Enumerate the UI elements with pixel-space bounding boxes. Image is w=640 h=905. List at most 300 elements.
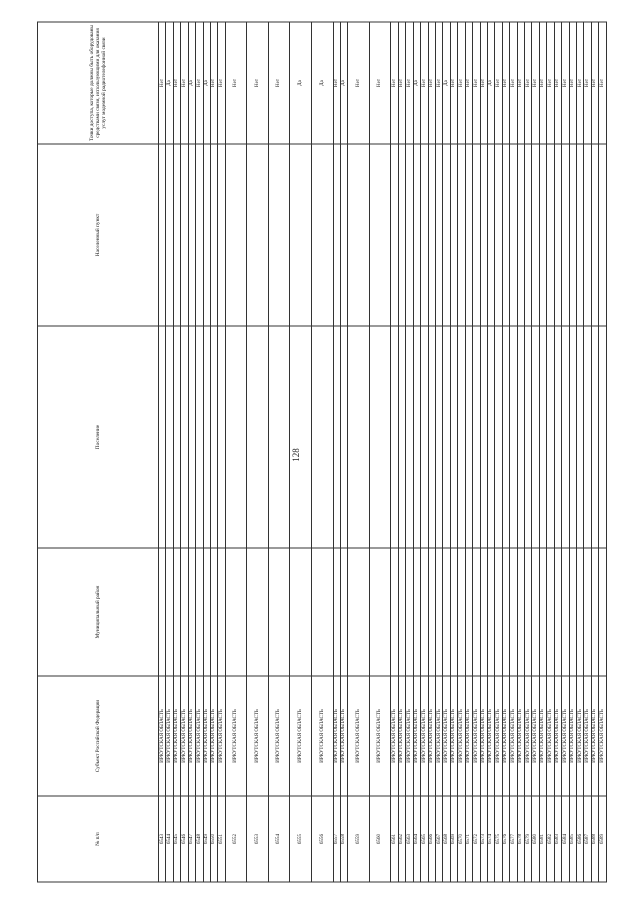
cell-access-points: Нет [428,22,435,144]
cell-municipality [577,548,584,676]
cell-settlement [369,326,391,548]
cell-num: 6579 [525,796,532,882]
table-row [268,22,290,882]
cell-locality [311,144,333,326]
cell-access-points: Нет [268,22,290,144]
cell-municipality [591,548,598,676]
cell-municipality [159,548,166,676]
cell-subject: ИРКУТСКАЯ ОБЛАСТЬ [517,676,524,796]
cell-municipality [525,548,532,676]
cell-num: 6546 [181,796,188,882]
cell-subject: ИРКУТСКАЯ ОБЛАСТЬ [181,676,188,796]
cell-settlement [532,326,539,548]
cell-municipality [398,548,405,676]
cell-locality [391,144,398,326]
cell-locality [181,144,188,326]
cell-access-points: Нет [502,22,509,144]
cell-num: 6580 [532,796,539,882]
cell-subject: ИРКУТСКАЯ ОБЛАСТЬ [525,676,532,796]
table-row [166,22,173,882]
cell-subject: ИРКУТСКАЯ ОБЛАСТЬ [458,676,465,796]
cell-settlement [413,326,420,548]
cell-settlement [443,326,450,548]
cell-num: 6557 [333,796,340,882]
cell-settlement [547,326,554,548]
cell-subject: ИРКУТСКАЯ ОБЛАСТЬ [406,676,413,796]
cell-locality [436,144,443,326]
cell-num: 6547 [188,796,195,882]
table-row [311,22,333,882]
cell-access-points: Нет [554,22,561,144]
cell-subject: ИРКУТСКАЯ ОБЛАСТЬ [577,676,584,796]
cell-municipality [569,548,576,676]
cell-municipality [225,548,247,676]
cell-locality [502,144,509,326]
cell-locality [487,144,494,326]
cell-access-points: Нет [532,22,539,144]
cell-settlement [510,326,517,548]
cell-num: 6548 [196,796,203,882]
cell-num: 6577 [510,796,517,882]
cell-municipality [247,548,269,676]
cell-municipality [532,548,539,676]
cell-locality [428,144,435,326]
cell-settlement [517,326,524,548]
cell-municipality [554,548,561,676]
cell-municipality [203,548,210,676]
cell-settlement [480,326,487,548]
table-row [421,22,428,882]
cell-municipality [181,548,188,676]
table-row [517,22,524,882]
cell-settlement [591,326,598,548]
cell-num: 6545 [173,796,180,882]
cell-num: 6561 [391,796,398,882]
cell-municipality [473,548,480,676]
cell-locality [569,144,576,326]
table-row [569,22,576,882]
cell-subject: ИРКУТСКАЯ ОБЛАСТЬ [502,676,509,796]
cell-num: 6587 [584,796,591,882]
cell-municipality [584,548,591,676]
cell-settlement [584,326,591,548]
cell-locality [413,144,420,326]
cell-subject: ИРКУТСКАЯ ОБЛАСТЬ [510,676,517,796]
cell-access-points: Да [443,22,450,144]
cell-subject: ИРКУТСКАЯ ОБЛАСТЬ [159,676,166,796]
table-row [487,22,494,882]
table-row [599,22,607,882]
table-row [502,22,509,882]
table-row [510,22,517,882]
table-row [591,22,598,882]
table-row [210,22,217,882]
cell-municipality [188,548,195,676]
cell-locality [196,144,203,326]
cell-locality [465,144,472,326]
cell-municipality [562,548,569,676]
table-row [225,22,247,882]
cell-subject: ИРКУТСКАЯ ОБЛАСТЬ [348,676,370,796]
cell-locality [532,144,539,326]
cell-municipality [450,548,457,676]
cell-locality [577,144,584,326]
cell-locality [225,144,247,326]
cell-settlement [473,326,480,548]
cell-num: 6581 [539,796,546,882]
cell-settlement [569,326,576,548]
table-row [413,22,420,882]
cell-municipality [333,548,340,676]
cell-locality [166,144,173,326]
cell-num: 6555 [290,796,312,882]
table-row [547,22,554,882]
cell-settlement [181,326,188,548]
cell-locality [547,144,554,326]
cell-access-points: Нет [473,22,480,144]
cell-access-points: Да [188,22,195,144]
cell-municipality [348,548,370,676]
cell-municipality [210,548,217,676]
cell-subject: ИРКУТСКАЯ ОБЛАСТЬ [311,676,333,796]
cell-access-points: Да [487,22,494,144]
cell-access-points: Нет [436,22,443,144]
cell-access-points: Да [166,22,173,144]
cell-subject: ИРКУТСКАЯ ОБЛАСТЬ [290,676,312,796]
cell-settlement [333,326,340,548]
header-settlement: Поселение [38,326,159,548]
cell-municipality [495,548,502,676]
cell-subject: ИРКУТСКАЯ ОБЛАСТЬ [562,676,569,796]
cell-settlement [247,326,269,548]
table-row [348,22,370,882]
cell-settlement [421,326,428,548]
cell-locality [398,144,405,326]
cell-locality [290,144,312,326]
cell-municipality [268,548,290,676]
cell-subject: ИРКУТСКАЯ ОБЛАСТЬ [473,676,480,796]
cell-locality [450,144,457,326]
cell-access-points: Нет [458,22,465,144]
cell-access-points: Нет [218,22,225,144]
cell-access-points: Нет [159,22,166,144]
cell-municipality [413,548,420,676]
cell-num: 6556 [311,796,333,882]
cell-locality [406,144,413,326]
cell-subject: ИРКУТСКАЯ ОБЛАСТЬ [495,676,502,796]
cell-num: 6560 [369,796,391,882]
cell-num: 6588 [591,796,598,882]
table-row [196,22,203,882]
cell-access-points: Да [203,22,210,144]
cell-municipality [443,548,450,676]
cell-access-points: Нет [517,22,524,144]
table-row [480,22,487,882]
header-access-points: Точки доступа, которые должны быть оборудованы средствами связи, использующими для оказания услуг модемной радиотелефонной связи [38,22,159,144]
table-row [577,22,584,882]
table-row [428,22,435,882]
table-row [333,22,340,882]
cell-num: 6544 [166,796,173,882]
table-row [584,22,591,882]
cell-access-points: Нет [577,22,584,144]
cell-subject: ИРКУТСКАЯ ОБЛАСТЬ [398,676,405,796]
table-row [450,22,457,882]
cell-municipality [599,548,607,676]
cell-locality [458,144,465,326]
cell-access-points: Да [413,22,420,144]
cell-municipality [196,548,203,676]
cell-subject: ИРКУТСКАЯ ОБЛАСТЬ [584,676,591,796]
cell-municipality [406,548,413,676]
table-row [340,22,347,882]
cell-num: 6550 [210,796,217,882]
cell-num: 6570 [458,796,465,882]
cell-access-points: Нет [465,22,472,144]
cell-settlement [554,326,561,548]
cell-municipality [391,548,398,676]
table-row [391,22,398,882]
cell-municipality [480,548,487,676]
cell-municipality [539,548,546,676]
cell-locality [369,144,391,326]
cell-num: 6573 [480,796,487,882]
cell-locality [443,144,450,326]
cell-locality [517,144,524,326]
cell-municipality [290,548,312,676]
cell-access-points: Нет [547,22,554,144]
cell-num: 6583 [554,796,561,882]
cell-num: 6565 [421,796,428,882]
cell-subject: ИРКУТСКАЯ ОБЛАСТЬ [428,676,435,796]
cell-locality [348,144,370,326]
cell-num: 6559 [348,796,370,882]
cell-settlement [450,326,457,548]
cell-num: 6576 [502,796,509,882]
cell-access-points: Нет [391,22,398,144]
cell-municipality [166,548,173,676]
cell-municipality [510,548,517,676]
cell-municipality [502,548,509,676]
cell-locality [510,144,517,326]
table-row [458,22,465,882]
table-row [218,22,225,882]
table-row [159,22,166,882]
cell-settlement [502,326,509,548]
cell-num: 6553 [247,796,269,882]
cell-settlement [562,326,569,548]
cell-num: 6572 [473,796,480,882]
cell-locality [495,144,502,326]
cell-settlement [428,326,435,548]
cell-access-points: Нет [398,22,405,144]
cell-access-points: Да [340,22,347,144]
cell-num: 6571 [465,796,472,882]
cell-num: 6563 [406,796,413,882]
cell-settlement [290,326,312,548]
cell-locality [525,144,532,326]
cell-locality [268,144,290,326]
cell-municipality [311,548,333,676]
cell-subject: ИРКУТСКАЯ ОБЛАСТЬ [340,676,347,796]
cell-locality [218,144,225,326]
cell-subject: ИРКУТСКАЯ ОБЛАСТЬ [532,676,539,796]
cell-subject: ИРКУТСКАЯ ОБЛАСТЬ [480,676,487,796]
cell-settlement [210,326,217,548]
cell-settlement [196,326,203,548]
settlements-table [37,22,607,883]
cell-subject: ИРКУТСКАЯ ОБЛАСТЬ [443,676,450,796]
cell-settlement [391,326,398,548]
cell-subject: ИРКУТСКАЯ ОБЛАСТЬ [413,676,420,796]
table-row [562,22,569,882]
table-row [203,22,210,882]
table-row [247,22,269,882]
cell-num: 6558 [340,796,347,882]
table-row [173,22,180,882]
cell-access-points: Нет [247,22,269,144]
cell-settlement [159,326,166,548]
cell-locality [210,144,217,326]
cell-subject: ИРКУТСКАЯ ОБЛАСТЬ [196,676,203,796]
table-row [532,22,539,882]
cell-subject: ИРКУТСКАЯ ОБЛАСТЬ [268,676,290,796]
table-row [495,22,502,882]
cell-municipality [340,548,347,676]
cell-num: 6554 [268,796,290,882]
cell-settlement [166,326,173,548]
cell-settlement [577,326,584,548]
cell-access-points: Нет [495,22,502,144]
table-header-row [38,22,159,882]
cell-settlement [525,326,532,548]
cell-settlement [173,326,180,548]
cell-subject: ИРКУТСКАЯ ОБЛАСТЬ [599,676,607,796]
header-subject: Субъект Российской Федерации [38,676,159,796]
cell-num: 6574 [487,796,494,882]
cell-locality [203,144,210,326]
cell-access-points: Нет [510,22,517,144]
cell-locality [340,144,347,326]
cell-settlement [458,326,465,548]
cell-num: 6552 [225,796,247,882]
cell-settlement [188,326,195,548]
cell-subject: ИРКУТСКАЯ ОБЛАСТЬ [333,676,340,796]
cell-num: 6586 [577,796,584,882]
cell-num: 6569 [450,796,457,882]
cell-access-points: Нет [181,22,188,144]
cell-num: 6543 [159,796,166,882]
cell-access-points: Нет [348,22,370,144]
cell-access-points: Нет [591,22,598,144]
cell-num: 6578 [517,796,524,882]
cell-num: 6585 [569,796,576,882]
table-row [398,22,405,882]
cell-municipality [436,548,443,676]
cell-num: 6551 [218,796,225,882]
table-body [159,22,607,882]
cell-subject: ИРКУТСКАЯ ОБЛАСТЬ [554,676,561,796]
table-row [369,22,391,882]
cell-subject: ИРКУТСКАЯ ОБЛАСТЬ [391,676,398,796]
cell-num: 6568 [443,796,450,882]
cell-access-points: Нет [406,22,413,144]
cell-settlement [218,326,225,548]
cell-access-points: Нет [210,22,217,144]
cell-locality [584,144,591,326]
cell-locality [539,144,546,326]
cell-subject: ИРКУТСКАЯ ОБЛАСТЬ [203,676,210,796]
cell-settlement [203,326,210,548]
table-row [188,22,195,882]
cell-locality [173,144,180,326]
cell-subject: ИРКУТСКАЯ ОБЛАСТЬ [539,676,546,796]
cell-municipality [173,548,180,676]
cell-subject: ИРКУТСКАЯ ОБЛАСТЬ [218,676,225,796]
cell-subject: ИРКУТСКАЯ ОБЛАСТЬ [569,676,576,796]
cell-settlement [406,326,413,548]
cell-num: 6582 [547,796,554,882]
cell-municipality [369,548,391,676]
cell-access-points: Нет [599,22,607,144]
cell-municipality [547,548,554,676]
cell-subject: ИРКУТСКАЯ ОБЛАСТЬ [210,676,217,796]
cell-locality [554,144,561,326]
cell-access-points: Нет [562,22,569,144]
cell-access-points: Нет [569,22,576,144]
cell-settlement [599,326,607,548]
cell-subject: ИРКУТСКАЯ ОБЛАСТЬ [173,676,180,796]
cell-locality [421,144,428,326]
cell-subject: ИРКУТСКАЯ ОБЛАСТЬ [591,676,598,796]
cell-settlement [268,326,290,548]
cell-num: 6564 [413,796,420,882]
cell-access-points: Нет [333,22,340,144]
header-locality: Населенный пункт [38,144,159,326]
cell-access-points: Нет [173,22,180,144]
cell-access-points: Нет [450,22,457,144]
cell-subject: ИРКУТСКАЯ ОБЛАСТЬ [487,676,494,796]
cell-municipality [517,548,524,676]
table-row [465,22,472,882]
cell-locality [333,144,340,326]
table-row [554,22,561,882]
cell-municipality [458,548,465,676]
cell-access-points: Нет [421,22,428,144]
cell-subject: ИРКУТСКАЯ ОБЛАСТЬ [369,676,391,796]
cell-locality [159,144,166,326]
cell-municipality [487,548,494,676]
cell-settlement [465,326,472,548]
cell-num: 6567 [436,796,443,882]
cell-num: 6549 [203,796,210,882]
page-number-text: 128 [291,448,301,462]
cell-municipality [428,548,435,676]
table-row [436,22,443,882]
cell-num: 6575 [495,796,502,882]
cell-num: 6566 [428,796,435,882]
header-municipality: Муниципальный район [38,548,159,676]
table-row [473,22,480,882]
cell-settlement [495,326,502,548]
cell-locality [599,144,607,326]
cell-settlement [340,326,347,548]
cell-settlement [487,326,494,548]
cell-subject: ИРКУТСКАЯ ОБЛАСТЬ [450,676,457,796]
cell-subject: ИРКУТСКАЯ ОБЛАСТЬ [225,676,247,796]
cell-access-points: Нет [539,22,546,144]
table-row [525,22,532,882]
